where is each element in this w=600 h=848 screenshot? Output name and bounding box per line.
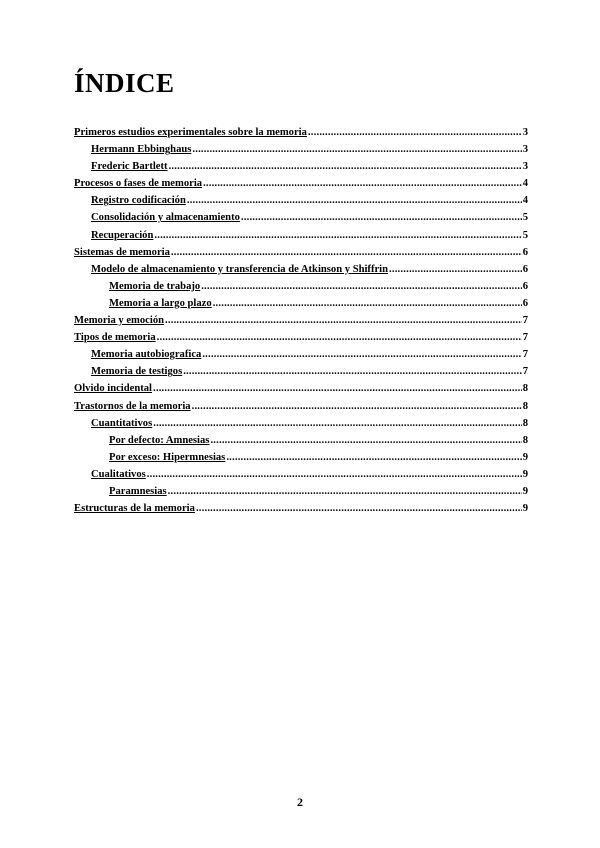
toc-entry-page: 4: [522, 178, 528, 190]
page-number: 2: [297, 795, 303, 809]
toc-entry-label[interactable]: Sistemas de memoria: [74, 246, 170, 258]
toc-entry-label[interactable]: Memoria de trabajo: [109, 280, 201, 292]
toc-entry-label[interactable]: Primeros estudios experimentales sobre la memoria: [74, 127, 307, 138]
toc-entry-label[interactable]: Procesos o fases de memoria: [74, 178, 203, 190]
toc-entry[interactable]: [74, 209, 528, 226]
toc-entry-label[interactable]: Cuantitativos: [91, 417, 153, 429]
toc-entry-label[interactable]: Registro codificación: [91, 195, 186, 207]
toc-leader-dots: [203, 175, 522, 192]
toc-entry[interactable]: [74, 158, 528, 175]
toc-entry-label[interactable]: Frederic Bartlett: [91, 161, 168, 173]
toc-entry-page: 3: [522, 161, 528, 173]
toc-entry[interactable]: [74, 261, 528, 278]
toc-entry-page: 8: [522, 417, 528, 429]
toc-entry-page: 8: [522, 434, 528, 446]
toc-entry-page: 8: [522, 383, 528, 395]
toc-entry[interactable]: [74, 329, 528, 346]
toc-leader-dots: [153, 380, 522, 397]
toc-entry-label[interactable]: Tipos de memoria: [74, 332, 156, 344]
toc-entry[interactable]: [74, 227, 528, 244]
toc-entry-page: 3: [522, 144, 528, 156]
toc-entry-page: 6: [522, 246, 528, 258]
toc-leader-dots: [192, 398, 522, 415]
toc-entry-label[interactable]: Modelo de almacenamiento y transferencia de Atkinson y Shiffrin: [91, 263, 389, 275]
toc-entry-label[interactable]: Memoria y emoción: [74, 315, 165, 327]
toc-entry[interactable]: [74, 483, 528, 500]
toc-entry-label[interactable]: Estructuras de la memoria: [74, 503, 195, 515]
toc-entry[interactable]: [74, 500, 528, 517]
toc-leader-dots: [389, 261, 522, 278]
toc-entry-label[interactable]: Memoria de testigos: [91, 366, 183, 378]
toc-leader-dots: [153, 415, 521, 432]
toc-entry[interactable]: [74, 398, 528, 415]
toc-entry-page: 6: [522, 280, 528, 292]
toc-entry-page: 7: [522, 332, 528, 344]
toc-entry-page: 9: [522, 468, 528, 480]
toc-leader-dots: [154, 227, 521, 244]
page-title: ÍNDICE: [74, 68, 175, 98]
toc-entry-page: 6: [522, 263, 528, 275]
toc-leader-dots: [213, 295, 522, 312]
toc-entry-label[interactable]: Consolidación y almacenamiento: [91, 212, 240, 224]
toc-leader-dots: [201, 278, 522, 295]
toc-leader-dots: [196, 500, 522, 517]
toc-entry-page: 6: [522, 297, 528, 309]
toc-entry[interactable]: [74, 141, 528, 158]
toc-entry[interactable]: [74, 295, 528, 312]
toc-entry-page: 5: [522, 229, 528, 241]
toc-entry[interactable]: [74, 466, 528, 483]
toc-leader-dots: [187, 192, 522, 209]
toc-entry[interactable]: [74, 312, 528, 329]
toc-entry[interactable]: [74, 278, 528, 295]
toc-entry-page: 8: [522, 400, 528, 412]
toc-entry[interactable]: [74, 380, 528, 397]
toc-leader-dots: [168, 483, 522, 500]
toc-entry-label[interactable]: Memoria autobiografica: [91, 349, 202, 361]
toc-entry-label[interactable]: Hermann Ebbinghaus: [91, 144, 192, 156]
toc-leader-dots: [147, 466, 522, 483]
toc-entry-label[interactable]: Olvido incidental: [74, 383, 152, 395]
toc-leader-dots: [157, 329, 522, 346]
toc-entry-page: 5: [522, 212, 528, 224]
toc-entry[interactable]: [74, 363, 528, 380]
toc-entry[interactable]: [74, 346, 528, 363]
toc-entry-page: 7: [522, 366, 528, 378]
toc-entry-page: 7: [522, 315, 528, 327]
toc-entry-page: 4: [522, 195, 528, 207]
toc-leader-dots: [308, 124, 522, 141]
toc-entry-label[interactable]: Trastornos de la memoria: [74, 400, 191, 412]
toc-entry-page: 9: [522, 451, 528, 463]
toc-entry[interactable]: [74, 415, 528, 432]
toc-entry-page: 3: [522, 127, 528, 138]
toc-leader-dots: [202, 346, 521, 363]
toc-entry[interactable]: [74, 175, 528, 192]
toc-entry-label[interactable]: Por defecto: Amnesias: [109, 434, 210, 446]
toc-entry-page: 9: [522, 485, 528, 497]
toc-leader-dots: [226, 449, 521, 466]
toc-entry-label[interactable]: Memoria a largo plazo: [109, 297, 212, 309]
toc-leader-dots: [165, 312, 522, 329]
toc-entry[interactable]: [74, 124, 528, 141]
toc-entry[interactable]: [74, 449, 528, 466]
toc-entry-label[interactable]: Por exceso: Hipermnesias: [109, 451, 226, 463]
toc-entry[interactable]: [74, 432, 528, 449]
toc-leader-dots: [241, 209, 522, 226]
toc-leader-dots: [210, 432, 521, 449]
toc-entry-label[interactable]: Cualitativos: [91, 468, 146, 480]
toc-leader-dots: [192, 141, 521, 158]
toc-entry[interactable]: [74, 192, 528, 209]
toc-leader-dots: [169, 158, 522, 175]
toc-entry-label[interactable]: Paramnesias: [109, 485, 167, 497]
toc-entry-label[interactable]: Recuperación: [91, 229, 154, 241]
toc-entry-page: 9: [522, 503, 528, 515]
toc-leader-dots: [183, 363, 522, 380]
table-of-contents: [74, 124, 528, 517]
toc-entry-page: 7: [522, 349, 528, 361]
toc-entry[interactable]: [74, 244, 528, 261]
toc-leader-dots: [171, 244, 522, 261]
